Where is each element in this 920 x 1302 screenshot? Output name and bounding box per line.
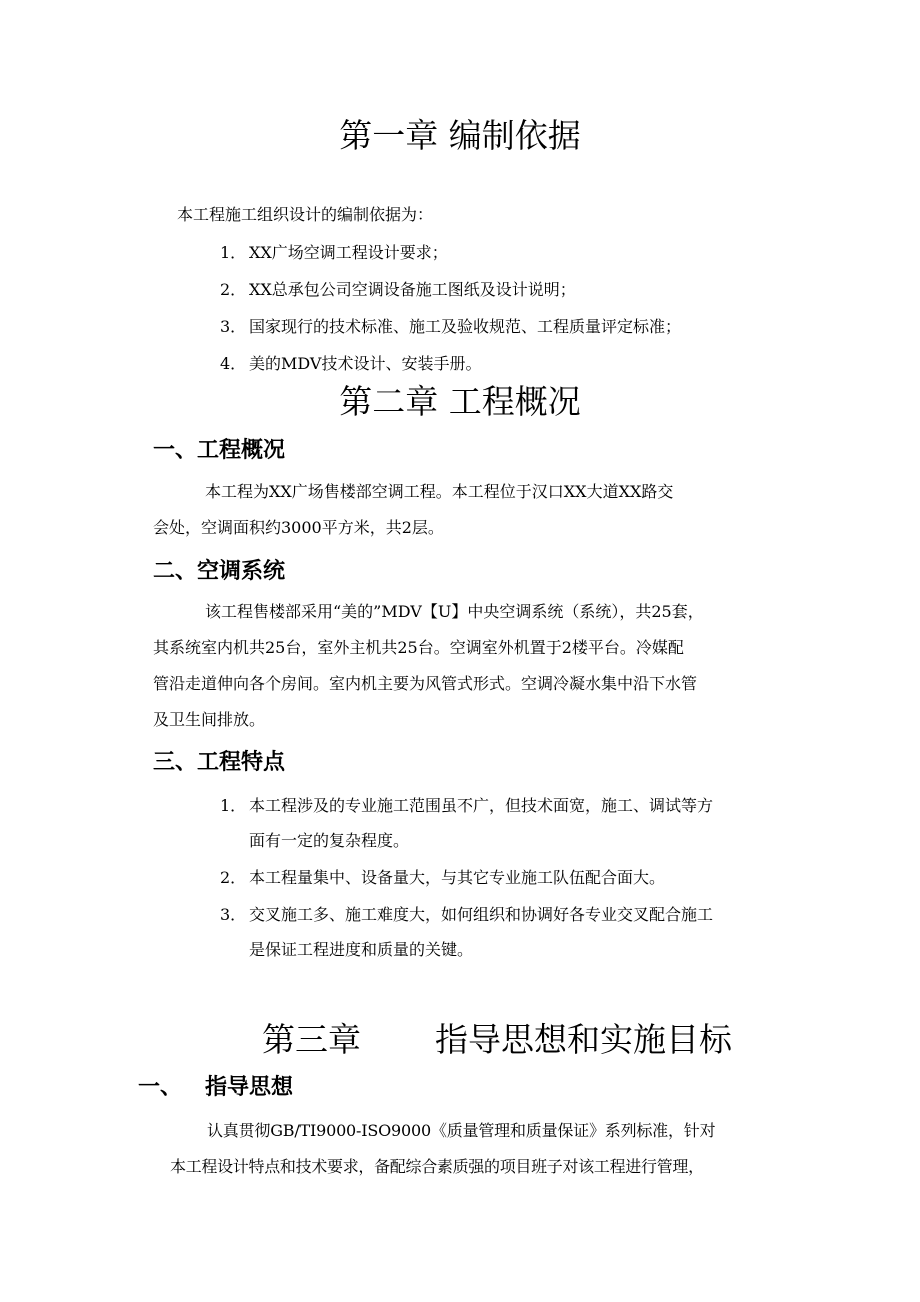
- paragraph-line: 认真贯彻GB/TI9000-ISO9000《质量管理和质量保证》系列标准，针对: [207, 1121, 716, 1140]
- paragraph-line: 本工程为XX广场售楼部空调工程。本工程位于汉口XX大道XX路交: [205, 482, 674, 501]
- chapter-3-number: 第三章: [262, 1020, 361, 1059]
- section-heading: 指导思想: [205, 1075, 294, 1100]
- list-item-number: 2．: [220, 280, 247, 299]
- list-item-number: 3．: [220, 905, 247, 924]
- list-item: 国家现行的技术标准、施工及验收规范、工程质量评定标准；: [249, 317, 682, 336]
- paragraph-line: 本工程设计特点和技术要求，备配综合素质强的项目班子对该工程进行管理，: [170, 1157, 704, 1176]
- paragraph-line: 其系统室内机共25台，室外主机共25台。空调室外机置于2楼平台。冷媒配: [153, 638, 684, 657]
- list-item-number: 1．: [220, 796, 247, 815]
- chapter-1-intro: 本工程施工组织设计的编制依据为：: [177, 205, 434, 224]
- section-heading-number: 一、: [138, 1075, 183, 1100]
- paragraph-line: 该工程售楼部采用“美的”MDV【U】中央空调系统（系统），共25套，: [205, 602, 704, 621]
- list-item-number: 3．: [220, 317, 247, 336]
- section-heading: 二、空调系统: [153, 559, 286, 584]
- section-heading: 一、工程概况: [153, 438, 286, 463]
- paragraph-line: 会处，空调面积约3000平方米，共2层。: [153, 518, 444, 537]
- list-item: XX广场空调工程设计要求；: [249, 243, 448, 262]
- list-item-line: 是保证工程进度和质量的关键。: [249, 940, 474, 959]
- list-item: 美的MDV技术设计、安装手册。: [249, 354, 482, 373]
- section-heading: 三、工程特点: [153, 750, 286, 775]
- list-item-number: 4．: [220, 354, 247, 373]
- list-item-line: 交叉施工多、施工难度大，如何组织和协调好各专业交叉配合施工: [249, 905, 714, 924]
- list-item: XX总承包公司空调设备施工图纸及设计说明；: [249, 280, 576, 299]
- list-item-line: 面有一定的复杂程度。: [249, 831, 410, 850]
- list-item-number: 1．: [220, 243, 247, 262]
- chapter-1-title: 第一章 编制依据: [339, 116, 581, 155]
- chapter-3-title: 指导思想和实施目标: [435, 1020, 732, 1059]
- paragraph-line: 管沿走道伸向各个房间。室内机主要为风管式形式。空调冷凝水集中沿下水管: [153, 674, 698, 693]
- chapter-2-title: 第二章 工程概况: [339, 382, 581, 421]
- list-item-number: 2．: [220, 868, 247, 887]
- list-item-line: 本工程量集中、设备量大，与其它专业施工队伍配合面大。: [249, 868, 666, 887]
- paragraph-line: 及卫生间排放。: [153, 710, 266, 729]
- list-item-line: 本工程涉及的专业施工范围虽不广，但技术面宽，施工、调试等方: [249, 796, 714, 815]
